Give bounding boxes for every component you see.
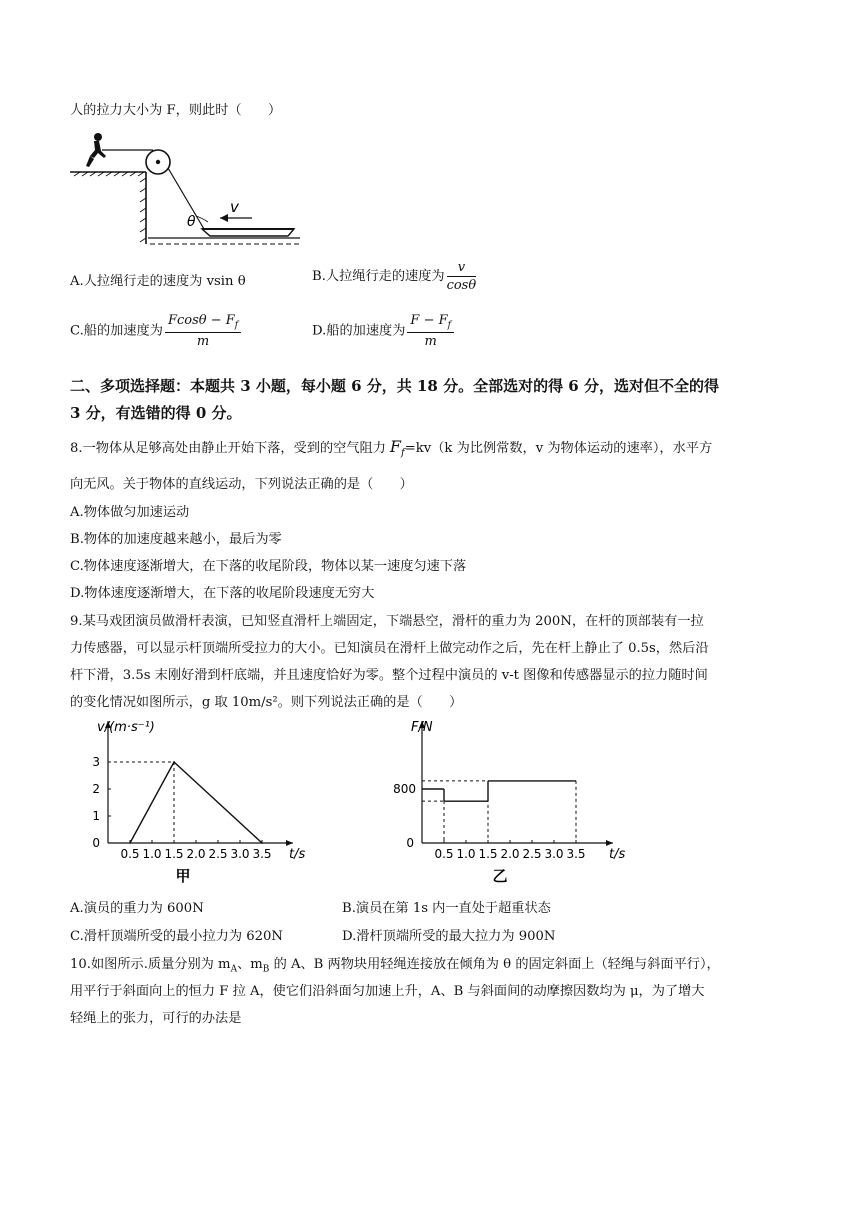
data-point [261,842,263,844]
q7-option-d-fraction: $\frac{F - F_f}{m}$ [407,313,454,349]
q9-option-a: A.演员的重力为 600N [70,901,204,916]
x-tick-label: 2.0 [500,847,520,861]
q9-stem-line4: 的变化情况如图所示，g 取 10m/s²。则下列说法正确的是（ ） [70,695,463,710]
rope-slanted [168,168,204,229]
q7-option-d: D.船的加速度为 $\frac{F - F_f}{m}$ [312,313,454,349]
x-axis-label: t/s [289,847,306,862]
data-point [173,761,175,763]
q7-stem-tail: 人的拉力大小为 F，则此时（ ） [70,103,282,118]
x-axis-arrow [606,840,613,846]
x-tick-label: 2.5 [522,847,542,861]
theta-label: θ [187,214,196,230]
q9-stem-line1: 9.某马戏团演员做滑杆表演，已知竖直滑杆上端固定，下端悬空，滑杆的重力为 200N，在杆的顶部装有一拉 [70,614,704,629]
q8-stem-line1: 8.一物体从足够高处由静止开始下落，受到的空气阻力 $F_f=kv(k$ 为比例常数，v 为物体运动的速率），水平方 [70,437,713,459]
q9-option-b: B.演员在第 1s 内一直处于超重状态 [342,901,551,916]
x-tick-label: 1.5 [164,847,184,861]
q8-stem-line2: 向无风。关于物体的直线运动，下列说法正确的是（ ） [70,477,413,492]
y-tick-label: 1 [92,809,100,823]
x-tick-label: 3.5 [252,847,272,861]
pulley-boat-figure [68,126,303,251]
y-tick-label: 800 [393,782,416,796]
x-tick-label: 3.0 [230,847,250,861]
q8-option-c: C.物体速度逐渐增大，在下落的收尾阶段，物体以某一速度匀速下落 [70,559,467,574]
q10-stem-line3: 轻绳上的张力，可行的办法是 [70,1011,242,1026]
q9-stem-line2: 力传感器，可以显示杆顶端所受拉力的大小。已知演员在滑杆上做完动作之后，先在杆上静止了 0.5s，然后沿 [70,641,709,656]
q8-option-b: B.物体的加速度越来越小，最后为零 [70,532,282,547]
x-tick-label: 3.0 [544,847,564,861]
q7-option-c: C.船的加速度为 $\frac{Fcos\theta - F_f}{m}$ [70,313,241,349]
y-axis-label: v/(m·s⁻¹) [97,720,155,735]
x-tick-label: 2.0 [186,847,206,861]
q9-stem-line3: 杆下滑，3.5s 末刚好滑到杆底端，并且速度恰好为零。整个过程中演员的 v-t 图像和传感器显示的拉力随时间 [70,668,708,683]
q7-option-a: A.人拉绳行走的速度为 vsin θ [70,274,246,289]
section2-heading-line1: 二、多项选择题：本题共 3 小题，每小题 6 分，共 18 分。全部选对的得 6 分，选对但不全的得 [70,377,719,395]
x-tick-label: 2.5 [208,847,228,861]
x-tick-label: 1.5 [478,847,498,861]
x-tick-label: 0.5 [434,847,454,861]
q9-option-c: C.滑杆顶端所受的最小拉力为 620N [70,929,283,944]
q10-stem-line1: 10.如图所示.质量分别为 $m_A$、$m_B$ 的 A、B 两物块用轻绳连接放在倾角为 θ 的固定斜面上（轻绳与斜面平行）， [70,957,720,975]
q8-option-a: A.物体做匀加速运动 [70,505,190,520]
x-axis-arrow [286,840,293,846]
q10-stem-line2: 用平行于斜面向上的恒力 F 拉 A，使它们沿斜面匀加速上升，A、B 与斜面间的动摩擦因数均为 μ，为了增大 [70,984,705,999]
y-tick-label: 2 [92,782,100,796]
x-tick-label: 1.0 [456,847,476,861]
data-point [129,842,131,844]
boat-icon [202,229,294,236]
q7-option-c-fraction: $\frac{Fcos\theta - F_f}{m}$ [165,313,241,349]
wall-hatching [140,178,146,242]
chart-yi [375,716,625,888]
origin-label: 0 [92,836,100,850]
x-tick-label: 1.0 [142,847,162,861]
y-tick-label: 3 [92,755,100,769]
q7-option-b-fraction: $\frac{v}{\cos\theta}$ [446,260,477,293]
chart-caption: 甲 [175,867,191,885]
q7-option-b: B.人拉绳行走的速度为 $\frac{v}{\cos\theta}$ [312,260,477,293]
x-tick-label: 0.5 [120,847,140,861]
x-axis-label: t/s [609,847,625,862]
q9-option-d: D.滑杆顶端所受的最大拉力为 900N [342,929,556,944]
section2-heading-line2: 3 分，有选错的得 0 分。 [70,404,242,422]
origin-label: 0 [406,836,414,850]
velocity-series-line [130,762,262,843]
x-tick-label: 3.5 [566,847,586,861]
q8-option-d: D.物体速度逐渐增大，在下落的收尾阶段速度无穷大 [70,586,375,601]
chart-jia [78,716,310,888]
velocity-label: v [230,198,239,216]
chart-caption: 乙 [492,867,508,885]
y-axis-label: F/N [411,720,433,735]
